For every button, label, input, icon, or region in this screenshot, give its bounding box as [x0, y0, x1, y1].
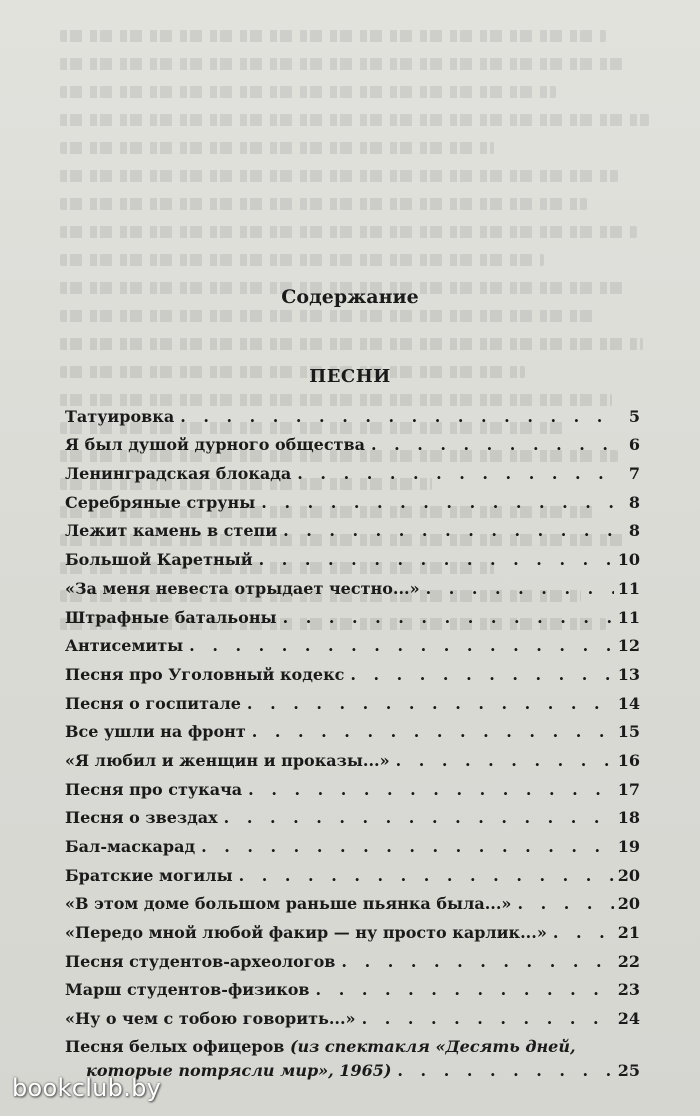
toc-entry-title: «Передо мной любой факир — ну просто карлик...»: [65, 923, 547, 943]
toc-entry-title: Песня белых офицеров: [65, 1037, 285, 1057]
toc-entry: [65, 455, 640, 484]
toc-entry-title: Лежит камень в степи: [65, 521, 278, 541]
leader-dots: [335, 952, 614, 972]
toc-entry-page: 5: [628, 406, 640, 426]
toc-entry-page: 17: [617, 779, 640, 799]
toc-entry: [65, 570, 640, 599]
toc-entry: [65, 685, 640, 714]
leader-dots: [391, 1059, 614, 1083]
toc-entry-title: «Я любил и женщин и проказы...»: [65, 750, 390, 770]
toc-entry-note-cont: которые потрясли мир», 1965): [86, 1061, 392, 1081]
leader-dots: [365, 435, 614, 455]
toc-entry-page: 22: [617, 951, 640, 971]
toc-entry-page: 12: [617, 636, 640, 656]
site-watermark: bookclub.by: [12, 1074, 162, 1102]
leader-dots: [344, 665, 614, 685]
toc-entry: [65, 714, 640, 743]
toc-entry-title: Серебряные струны: [65, 492, 256, 512]
toc-entry: [65, 599, 640, 628]
toc-entry-page: 23: [617, 980, 640, 1000]
toc-entry-page: 13: [617, 664, 640, 684]
leader-dots: [233, 866, 614, 886]
toc-entry-title: Я был душой дурного общества: [65, 435, 365, 455]
leader-dots: [195, 837, 614, 857]
toc-entry: [65, 857, 640, 886]
toc-entry-title: Братские могилы: [65, 865, 233, 885]
toc-entry-page: 20: [617, 894, 640, 914]
toc-entry-page: 24: [617, 1009, 640, 1029]
toc-entry-last-line1: [65, 1035, 640, 1059]
toc-entry: [65, 972, 640, 1001]
toc-entry-page: 8: [628, 521, 640, 541]
leader-dots: [246, 722, 614, 742]
toc-entries: [65, 398, 640, 1029]
toc-entry: [65, 800, 640, 829]
table-of-contents: [65, 398, 640, 1083]
leader-dots: [547, 923, 614, 943]
toc-entry: [65, 484, 640, 513]
leader-dots: [310, 980, 614, 1000]
leader-dots: [277, 521, 614, 541]
toc-entry-title: Штрафные батальоны: [65, 607, 277, 627]
leader-dots: [420, 579, 614, 599]
toc-entry: [65, 541, 640, 570]
leader-dots: [183, 636, 614, 656]
toc-entry-title: Песня про стукача: [65, 779, 243, 799]
leader-dots: [218, 808, 614, 828]
toc-entry-page: 14: [617, 693, 640, 713]
toc-entry: [65, 943, 640, 972]
toc-entry: [65, 771, 640, 800]
toc-entry-title: Антисемиты: [65, 636, 184, 656]
leader-dots: [511, 894, 614, 914]
toc-entry-title: Бал-маскарад: [65, 837, 196, 856]
toc-entry-page: 11: [617, 607, 640, 627]
contents-title: Содержание: [281, 286, 419, 308]
toc-entry: [65, 427, 640, 456]
leader-dots: [255, 493, 614, 513]
toc-entry: [65, 828, 640, 857]
toc-entry-note: (из спектакля «Десять дней,: [289, 1037, 576, 1057]
leader-dots: [242, 780, 614, 800]
toc-entry-title: Большой Каретный: [65, 550, 253, 570]
toc-entry-page: 6: [628, 435, 640, 455]
leader-dots: [291, 464, 614, 484]
toc-entry-page: 11: [617, 578, 640, 598]
leader-dots: [253, 550, 614, 570]
toc-entry-title: Песня о госпитале: [65, 693, 241, 713]
toc-entry-title: Песня про Уголовный кодекс: [65, 664, 345, 684]
leader-dots: [390, 751, 614, 771]
toc-entry: [65, 513, 640, 542]
toc-entry-page: 21: [617, 923, 640, 943]
toc-entry: [65, 398, 640, 427]
toc-entry-page: 10: [617, 550, 640, 570]
toc-entry-title: Татуировка: [65, 406, 175, 426]
toc-entry: [65, 1000, 640, 1029]
toc-entry-page: 8: [628, 492, 640, 512]
toc-entry-title: Марш студентов-физиков: [65, 980, 310, 1000]
toc-entry-title: «За меня невеста отрыдает честно...»: [65, 578, 420, 598]
toc-entry: [65, 914, 640, 943]
toc-entry-page: 25: [617, 1061, 640, 1081]
leader-dots: [241, 694, 614, 714]
leader-dots: [277, 608, 614, 628]
toc-entry: [65, 656, 640, 685]
toc-entry-title: «В этом доме большом раньше пьянка была...»: [65, 894, 512, 914]
toc-entry-page: 7: [628, 464, 640, 484]
toc-entry-title: Все ушли на фронт: [65, 722, 246, 742]
section-heading: ПЕСНИ: [309, 366, 391, 387]
toc-entry-title: Песня студентов-археологов: [65, 951, 336, 971]
toc-entry-page: 19: [617, 837, 640, 856]
leader-dots: [174, 407, 614, 427]
toc-entry-title: «Ну о чем с тобою говорить...»: [65, 1009, 356, 1029]
toc-entry: [65, 628, 640, 657]
toc-entry-title: Ленинградская блокада: [65, 464, 292, 484]
toc-entry-page: 15: [617, 722, 640, 742]
toc-entry-page: 16: [617, 750, 640, 770]
toc-entry-page: 20: [617, 865, 640, 885]
toc-entry: [65, 742, 640, 771]
toc-entry-page: 18: [617, 808, 640, 828]
toc-entry: [65, 886, 640, 915]
toc-entry-title: Песня о звездах: [65, 808, 218, 828]
leader-dots: [356, 1009, 614, 1029]
